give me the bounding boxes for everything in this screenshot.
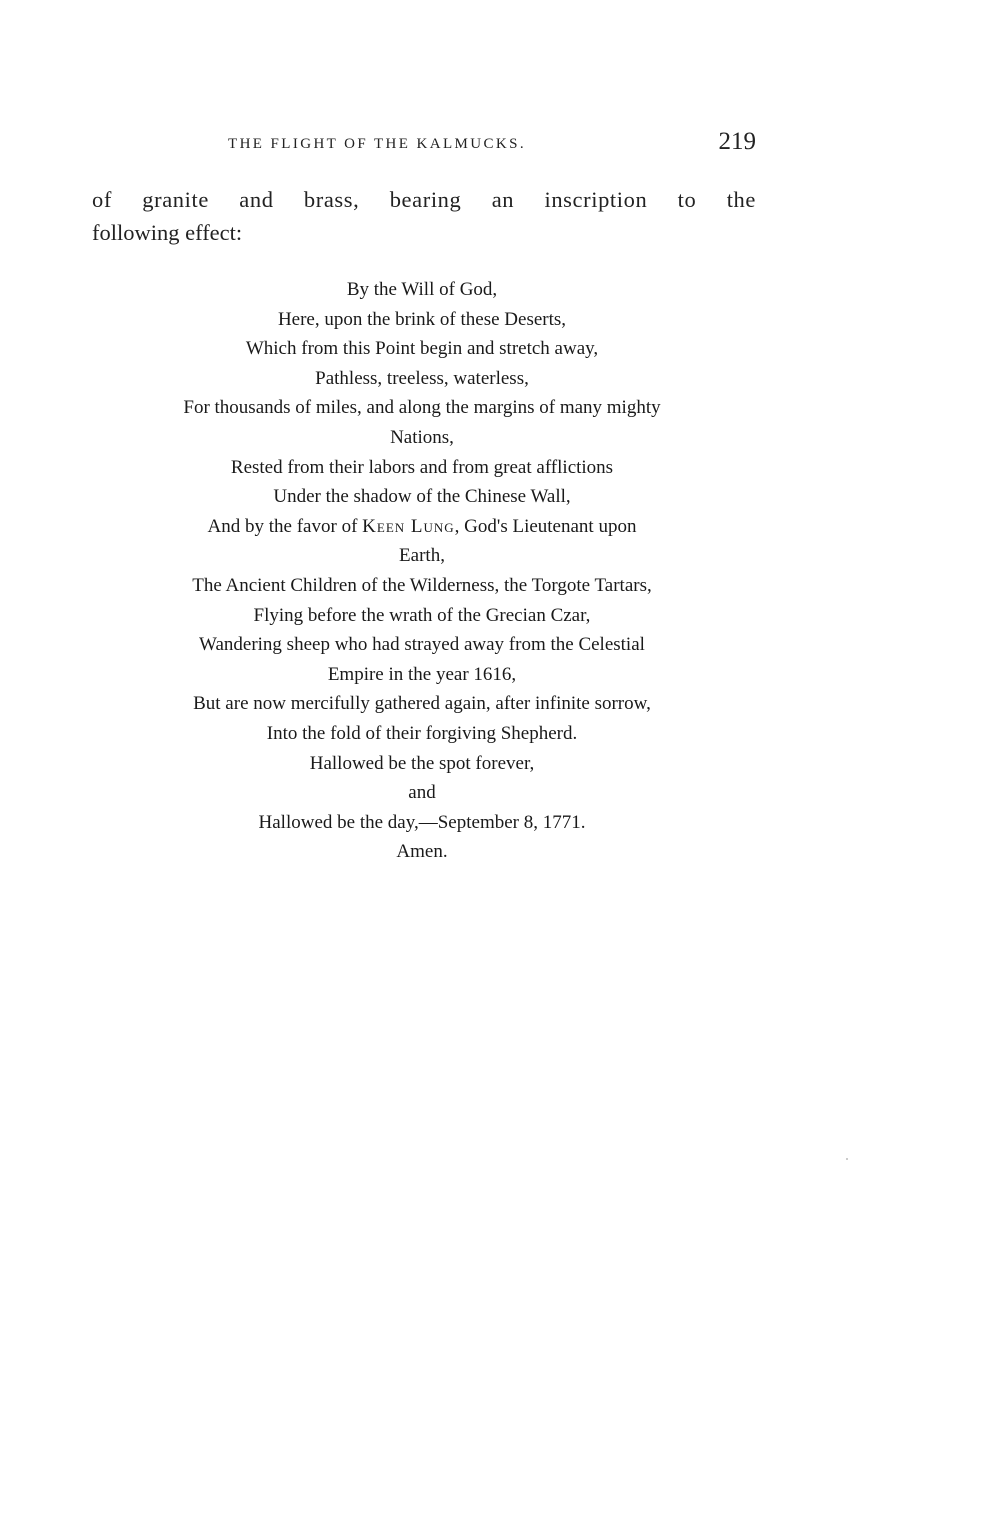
inscription-line: By the Will of God,	[346, 279, 498, 300]
inscription-line: Earth,	[399, 545, 445, 567]
inscription-line: Under the shadow of the Chinese Wall,	[273, 486, 571, 508]
inscription-line: Amen.	[396, 841, 448, 863]
inscription-line: Hallowed be the spot forever,	[309, 752, 535, 774]
inscription-line: Rested from their labors and from great afflictions	[230, 456, 614, 478]
emperor-name: Keen Lung	[362, 515, 455, 537]
inscription-line: The Ancient Children of the Wilderness, the Torgote Tartars,	[192, 574, 652, 596]
inscription-line: For thousands of miles, and along the margins of many mighty	[183, 397, 661, 419]
inscription-line: Into the fold of their forgiving Shepherd.	[266, 722, 578, 744]
inscription-text: , God's Lieutenant upon	[454, 515, 637, 537]
inscription-line	[80, 512, 764, 542]
running-title: THE FLIGHT OF THE KALMUCKS.	[228, 136, 527, 152]
body-line-2: following effect:	[92, 220, 243, 245]
inscription-line: Pathless, treeless, waterless,	[315, 367, 529, 389]
inscription-line: Hallowed be the day,—September 8, 1771.	[258, 811, 586, 833]
running-head	[80, 128, 760, 168]
inscription-line: Wandering sheep who had strayed away from the Celestial	[199, 634, 645, 656]
inscription-line: Flying before the wrath of the Grecian Czar,	[253, 604, 591, 626]
inscription-line: Nations,	[390, 426, 454, 448]
inscription-line: Which from this Point begin and stretch away,	[245, 338, 599, 360]
page-number: 219	[718, 128, 756, 155]
inscription-text: And by the favor of	[207, 515, 363, 537]
inscription-line: Empire in the year 1616,	[327, 663, 517, 685]
paper-speck	[846, 1158, 848, 1160]
body-line-1: of granite and brass, bearing an inscription to the	[92, 187, 756, 212]
inscription-line: But are now mercifully gathered again, after infinite sorrow,	[193, 693, 651, 715]
inscription-line: and	[408, 782, 436, 804]
body-paragraph	[92, 183, 756, 249]
inscription-line: Here, upon the brink of these Deserts,	[277, 308, 567, 330]
inscription	[80, 275, 764, 867]
